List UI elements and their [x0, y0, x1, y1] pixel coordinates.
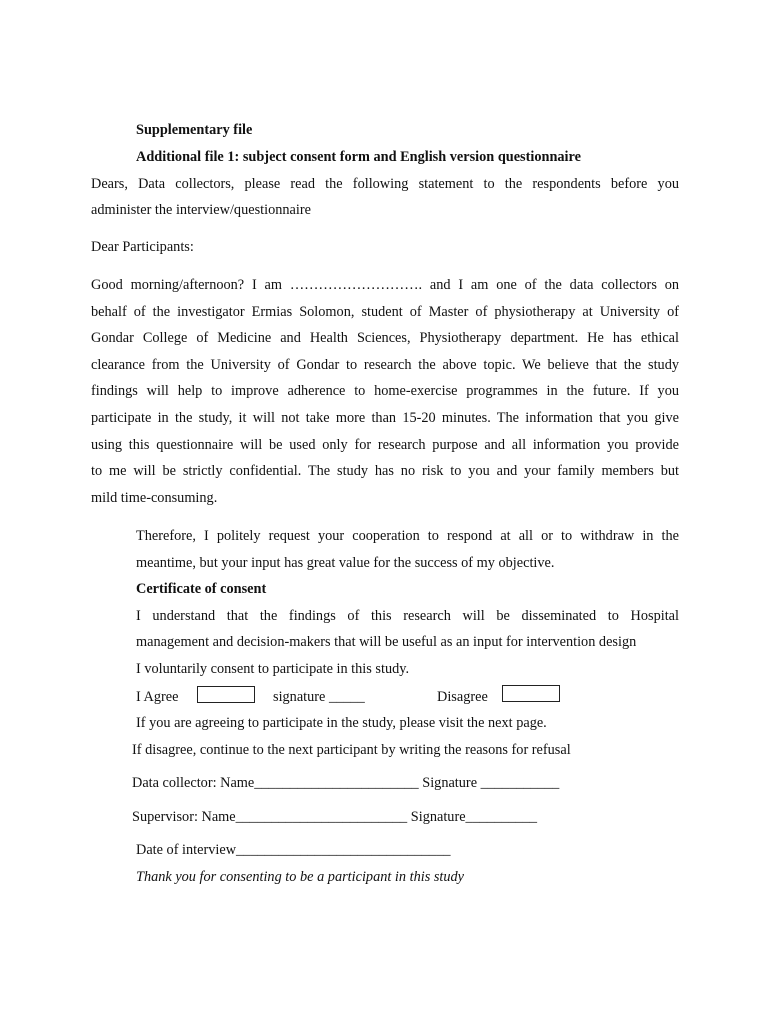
- date-of-interview-line[interactable]: Date of interview______________________________: [136, 842, 451, 858]
- body-line: participate in the study, it will not take more than 15-20 minutes. The information that you give: [91, 410, 679, 426]
- certificate-line-2: management and decision-makers that will be useful as an input for intervention design: [136, 634, 637, 650]
- salutation: Dear Participants:: [91, 239, 194, 255]
- body-line: Gondar College of Medicine and Health Sciences, Physiotherapy department. He has ethical: [91, 330, 679, 346]
- certificate-title: Certificate of consent: [136, 581, 267, 597]
- certificate-line-1: I understand that the findings of this research will be disseminated to Hospital: [136, 608, 679, 624]
- additional-file-heading: Additional file 1: subject consent form and English version questionnaire: [136, 149, 581, 165]
- certificate-line-3: I voluntarily consent to participate in this study.: [136, 661, 410, 677]
- request-line-1: Therefore, I politely request your cooperation to respond at all or to withdraw in the: [136, 528, 679, 544]
- data-collector-line[interactable]: Data collector: Name_______________________ Signature ___________: [132, 775, 560, 791]
- body-line: behalf of the investigator Ermias Solomon, student of Master of physiotherapy at University of: [91, 304, 679, 320]
- disagree-checkbox[interactable]: [502, 685, 560, 704]
- intro-line-1: Dears, Data collectors, please read the following statement to the respondents before you: [91, 176, 679, 192]
- body-line: findings will help to improve adherence to home-exercise programmes in the future. If you: [91, 383, 679, 399]
- disagree-label: Disagree: [437, 689, 488, 705]
- request-line-2: meantime, but your input has great value for the success of my objective.: [136, 555, 555, 571]
- body-line: using this questionnaire will be used only for research purpose and all information you provide: [91, 437, 679, 453]
- agree-checkbox[interactable]: [197, 686, 255, 705]
- body-line: mild time-consuming.: [91, 490, 218, 506]
- body-line: Good morning/afternoon? I am ………………………. and I am one of the data collectors on: [91, 277, 679, 293]
- next-page-note: If you are agreeing to participate in the study, please visit the next page.: [136, 715, 547, 731]
- body-line: to me will be strictly confidential. The study has no risk to you and your family members but: [91, 463, 679, 479]
- intro-line-2: administer the interview/questionnaire: [91, 202, 311, 218]
- supplementary-file-heading: Supplementary file: [136, 122, 253, 138]
- signature-label: signature _____: [273, 689, 365, 705]
- agree-label: I Agree: [136, 689, 179, 705]
- disagree-note: If disagree, continue to the next participant by writing the reasons for refusal: [132, 742, 571, 758]
- thanks-line: Thank you for consenting to be a participant in this study: [136, 869, 465, 885]
- body-line: clearance from the University of Gondar to research the above topic. We believe that the study: [91, 357, 679, 373]
- supervisor-line[interactable]: Supervisor: Name________________________ Signature__________: [132, 809, 538, 825]
